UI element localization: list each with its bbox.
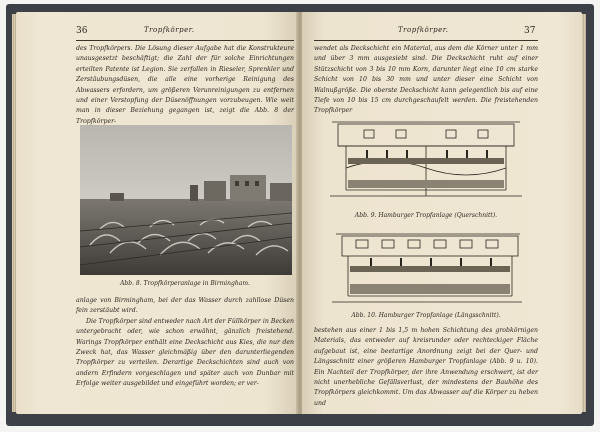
header-rule-right (314, 40, 538, 41)
page-edge-right (582, 14, 586, 412)
page-number-left: 36 (76, 26, 88, 36)
figure-8-photo (80, 125, 292, 275)
paragraph: wendet als Deckschicht ein Material, aus dem die Körner unter 1 mm und über 3 mm ausgesiebt sind. Die Deckschicht ruht auf einer Stützschicht von 3 bis 10 mm Korn, darunter liegt eine 10 cm starke Schicht von 10 bis 30 mm und unter dieser eine Schicht von Walnußgröße. Die oberste Deckschicht kann gelegentlich bis auf eine Tiefe von 10 bis 15 cm durchgeschaufelt werden. Die freistehenden Tropfkörper (314, 45, 538, 115)
figure-8-caption: Abb. 8. Tropfkörperanlage in Birmingham. (120, 280, 250, 287)
figure-9-caption: Abb. 9. Hamburger Tropfanlage (Querschnitt). (354, 212, 498, 219)
left-page (16, 12, 298, 414)
page-number-right: 37 (524, 26, 536, 36)
paragraph: Die Tropfkörper sind entweder nach Art der Füllkörper in Becken untergebracht oder, wie schon erwähnt, gänzlich freistehend. Warings Tropfkörper enthält eine Deckschicht aus Kies, die nur den Zweck hat, das Wasser gleichmäßig über den darunterliegenden Tropfkörper zu verteilen. Derartige Deckschichten sind auch von andern Erfindern vorgeschlagen und später auch von Dunbar mit Erfolge weiter ausgebildet und eingeführt worden; er ver- (76, 317, 294, 388)
right-page (302, 12, 582, 414)
birmingham-plant-photo (80, 125, 292, 275)
paragraph: des Tropfkörpers. Die Lösung dieser Aufgabe hat die Konstrukteure unausgesetzt beschäftigt; die Zahl der für solche Einrichtungen erteilten Patente ist Legion. Sie zerfallen in Rieseler, Sprenkler und Zerstäubungsdüsen, die alle eine vorherige Reinigung des Abwassers erfordern, um größeren Verunreinigungen zu entfernen und einer Verstopfung der Düsenöffnungen vorzubeugen. Wie weit man in dieser Beziehung gegangen ist, zeigt die Abb. 8 der Tropfkörper- (76, 45, 294, 125)
text-block-right-top (314, 44, 538, 118)
figure-9-drawing (326, 116, 526, 208)
text-block-left-bottom (76, 296, 294, 410)
paragraph: anlage von Birmingham, bei der das Wasser durch zahllose Düsen fein zerstäubt wird. (76, 297, 294, 315)
running-head-left: Tropfkörper. (144, 26, 195, 34)
text-block-right-bottom (314, 326, 538, 410)
running-head-right: Tropfkörper. (398, 26, 449, 34)
paragraph: bestehen aus einer 1 bis 1,5 m hohen Schichtung des grobkörnigen Materials, das entweder auf kreisrunder oder rechteckiger Fläche aufgebaut ist, eine beetartige Anordnung zeigt bei der Quer- und Längsschnitt einer größeren Hamburger Tropfanlage (Abb. 9 u. 10). Ein Nachteil der Tropfkörper, der ihre Anwendung erschwert, ist der nicht unerhebliche Gefällsverlust, der mindestens der Bauhöhe des Tropfkörpers gleichkommt. Um das Abwasser auf die Körper zu heben und (314, 327, 538, 407)
figure-10-caption: Abb. 10. Hamburger Tropfanlage (Längsschnitt). (351, 312, 501, 319)
header-rule-left (76, 40, 294, 41)
page-edge-left (12, 14, 16, 412)
figure-10-drawing (326, 226, 526, 310)
text-block-left-top (76, 44, 294, 128)
